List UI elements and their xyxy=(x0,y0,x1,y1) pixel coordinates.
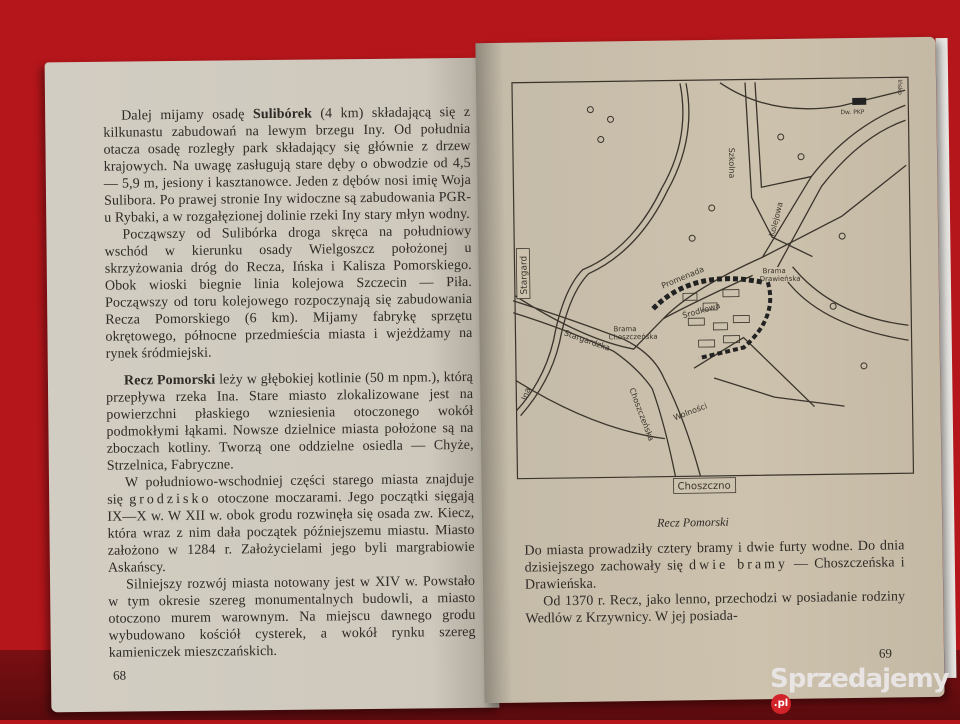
right-page-text xyxy=(524,537,905,627)
map-label: Kolejowa xyxy=(767,201,785,238)
map-label: Środkowa xyxy=(681,301,722,321)
map-label: Szkolna xyxy=(726,147,737,179)
page-number: 68 xyxy=(112,667,127,683)
town-map xyxy=(510,75,916,501)
map-label: Brama xyxy=(762,266,786,276)
paragraph: Silniejszy rozwój miasta notowany jest w XIV w. Powstało w tym okresie szereg monumentalnych budowli, a miasto otoczono murem warownym. Na miejscu dawnego grodu wybudowano kościół cysterek, a wokół rynku szereg kamieniczek mieszczańskich. xyxy=(108,573,476,661)
open-book xyxy=(40,30,950,690)
map-label: Ina xyxy=(519,386,533,402)
left-page xyxy=(45,58,500,713)
page-number: 69 xyxy=(878,645,893,661)
paragraph: Od 1370 r. Recz, jako lenno, przechodzi w posiadanie rodziny Wedlów z Krzywnicy. W jej posiada- xyxy=(525,589,906,627)
map-caption: Recz Pomorski xyxy=(657,514,729,530)
paragraph: Do miasta prowadziły cztery bramy i dwie furty wodne. Do dnia dzisiejszego zachowały się dwie bramy — Choszczeńska i Drawieńska. xyxy=(524,538,905,593)
map-label: Brama xyxy=(613,325,637,334)
left-page-text xyxy=(103,104,476,662)
paragraph: W południowo-wschodniej części starego miasta znajduje się grodzisko otoczone moczarami. Jego początki sięgają IX—X w. W XII w. obok grodu rozwinęła się osada zw. Kiecz, która wraz z nim dała początek późniejszemu miastu. Miasto założono w 1284 r. Założycielami jego byli margrabiowie Askańscy. xyxy=(107,471,475,576)
paragraph: Dalej mijamy osadę Sulibórek (4 km) składającą się z kilkunastu zabudowań na lewym brzegu Iny. Od południa otacza osadę rozległy park składający się głównie z drzew krajowych. Na uwagę zasługują stare dęby o obwodzie od 4,5 — 5,9 m, jesiony i kasztanowce. Jeden z dębów nosi imię Woja Sulibora. Po prawej stronie Iny widoczne są zabudowania PGR-u Rybaki, a w rozgałęzionej dolinie rzeki Iny stary młyn wodny. xyxy=(103,104,472,226)
map-label: Choszczeńska xyxy=(627,386,656,443)
map-label: Stargard xyxy=(519,255,530,295)
map-label: Drawieńska xyxy=(759,274,801,284)
map-label: Stargardzka xyxy=(562,328,612,353)
paragraph: Począwszy od Sulibórka droga skręca na południowy wschód w kierunku osady Wielgoszcz położonej u skrzyżowania dróg do Recza, Ińska i Kalisza Pomorskiego. Obok wioski biegnie linia kolejowa Szczecin — Piła. Począwszy od toru kolejowego rozpoczynają się zabudowania Recza Pomorskiego (6 km). Mijamy fabrykę sprzętu okrętowego, północne przedmieścia miasta i wjeżdżamy na rynek śródmiejski. xyxy=(104,223,473,362)
map-label: Choszczeńska xyxy=(608,332,658,342)
map-label: Ińsko xyxy=(895,79,904,96)
map-label: Promenada xyxy=(660,264,706,291)
watermark-logo: Sprzedajemy.pl xyxy=(770,664,960,724)
map-label: Choszczno xyxy=(677,480,731,493)
map-label: Dw. PKP xyxy=(840,108,865,117)
right-page xyxy=(475,37,944,703)
paragraph: Recz Pomorski leży w głębokiej kotlinie (50 m npm.), którą przepływa rzeka Ina. Stare miasto zlokalizowane jest na powierzchni płaskiego wzniesienia otoczonego wokół podmokłymi łąkami. Nowsze dzielnice miasta położone są na zboczach kotliny. Tworzą one oddzielne osiedla — Chyże, Strzelnica, Fabryczne. xyxy=(106,369,474,474)
map-label: Wolności xyxy=(672,401,709,423)
